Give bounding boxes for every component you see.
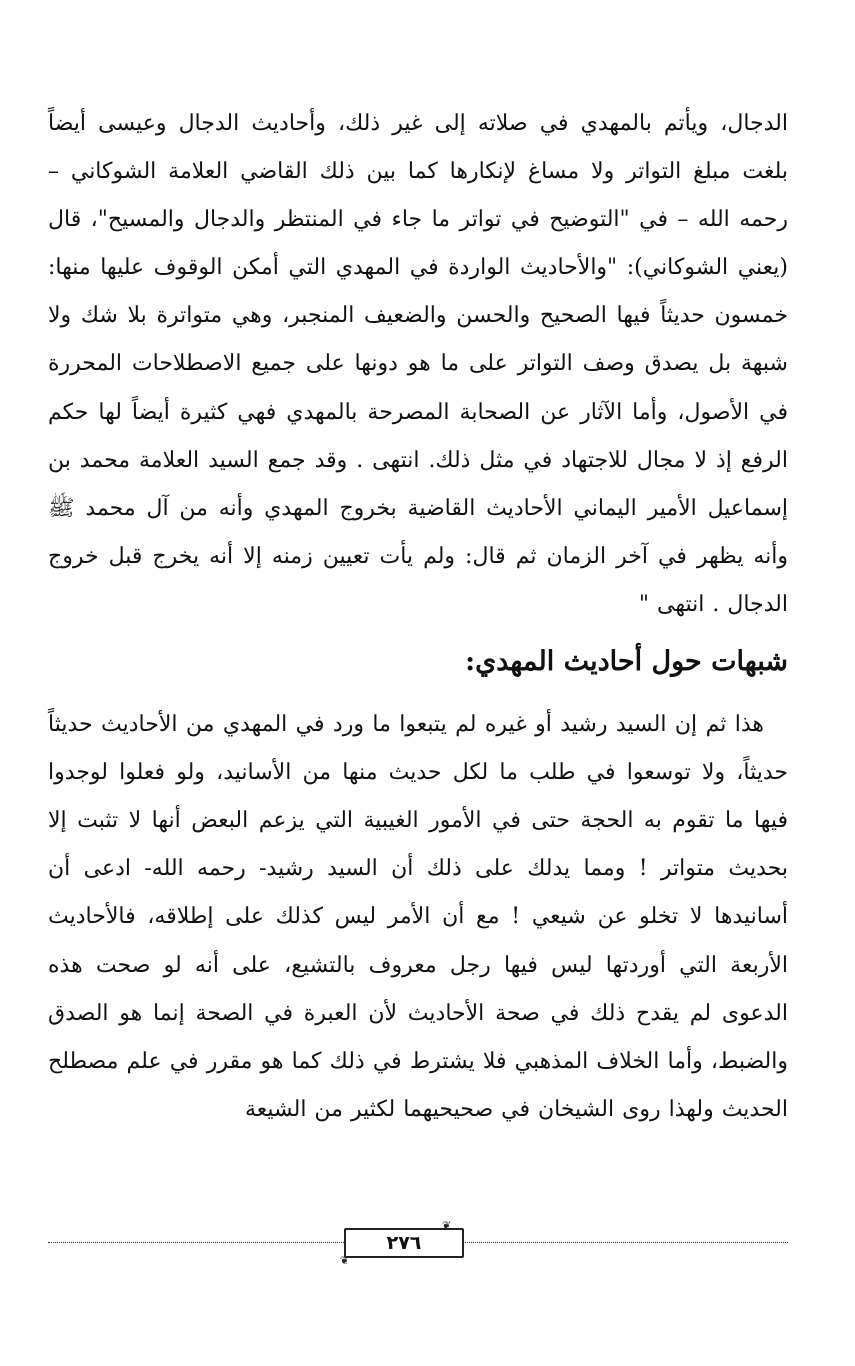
body-paragraph-1: الدجال، ويأتم بالمهدي في صلاته إلى غير ذلك، وأحاديث الدجال وعيسى أيضاً بلغت مبلغ التواتر ولا مساغ لإنكارها كما بين ذلك القاضي العلامة الشوكاني – رحمه الله – في "التوضيح في تواتر ما جاء في المنتظر والدجال والمسيح"، قال (يعني الشوكاني): "والأحاديث الواردة في المهدي التي أمكن الوقوف عليها منها: خمسون حديثاً فيها الصحيح والحسن والضعيف المنجبر، وهي متواترة بلا شك ولا شبهة بل يصدق وصف التواتر على ما هو دونها على جميع الاصطلاحات المحررة في الأصول، وأما الآثار عن الصحابة المصرحة بالمهدي فهي كثيرة أيضاً لها حكم الرفع إذ لا مجال للاجتهاد في مثل ذلك. انتهى . وقد جمع السيد العلامة محمد بن إسماعيل الأمير اليماني الأحاديث القاضية بخروج المهدي وأنه من آل محمد ﷺ وأنه يظهر في آخر الزمان ثم قال: ولم يأت تعيين زمنه إلا أنه يخرج قبل خروج الدجال . انتهى " — [48, 111, 788, 617]
page-number-frame — [340, 1219, 464, 1267]
ornament-icon: ❦ — [340, 1254, 350, 1267]
ornament-icon: ❦ — [442, 1219, 452, 1232]
section-heading: شبهات حول أحاديث المهدي: — [465, 646, 788, 678]
body-paragraph-2: هذا ثم إن السيد رشيد أو غيره لم يتبعوا ما ورد في المهدي من الأحاديث حديثاً حديثاً، ولا توسعوا في طلب ما لكل حديث منها من الأسانيد، ولو فعلوا لوجدوا فيها ما تقوم به الحجة حتى في الأمور الغيبية التي يزعم البعض أنها لا تثبت إلا بحديث متواتر ! ومما يدلك على ذلك أن السيد رشيد- رحمه الله- ادعى أن أسانيدها لا تخلو عن شيعي ! مع أن الأمر ليس كذلك على إطلاقه، فالأحاديث الأربعة التي أوردتها ليس فيها رجل معروف بالتشيع، على أنه لو صحت هذه الدعوى لم يقدح ذلك في صحة الأحاديث لأن العبرة في الصحة إنما هو الصدق والضبط، وأما الخلاف المذهبي فلا يشترط في ذلك كما هو مقرر في علم مصطلح الحديث ولهذا روى الشيخان في صحيحيهما لكثير من الشيعة — [48, 712, 788, 1122]
book-page — [48, 100, 788, 1134]
page-footer — [48, 1219, 788, 1267]
page-number: ٢٧٦ — [386, 1232, 422, 1254]
